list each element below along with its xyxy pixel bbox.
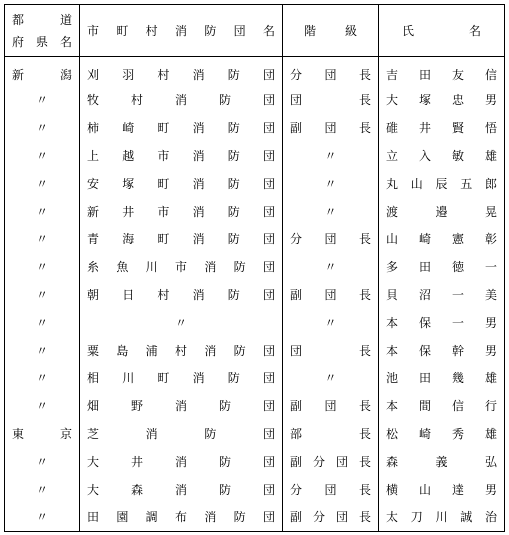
person-name-cell [379, 169, 505, 197]
prefecture-cell: 〃 [5, 197, 80, 225]
rank-cell-text: 分 団 長 [290, 232, 371, 247]
person-name-cell [379, 197, 505, 225]
rank-cell [283, 503, 379, 531]
rank-cell [283, 57, 379, 87]
fire-brigade-cell-text: 芝 消 防 団 [87, 426, 275, 441]
fire-brigade-cell-text: 糸 魚 川 市 消 防 団 [87, 260, 275, 275]
header-prefecture-line1: 都 道 [12, 12, 72, 27]
person-name-cell-text: 碓 井 賢 悟 [386, 121, 497, 136]
fire-brigade-cell [80, 392, 283, 420]
prefecture-cell: 〃 [5, 281, 80, 309]
person-name-cell-text: 森 義 弘 [386, 454, 497, 469]
fire-brigade-cell-text: 大 井 消 防 団 [87, 454, 275, 469]
table-row [5, 503, 505, 531]
fire-brigade-cell-text: 安 塚 町 消 防 団 [87, 176, 275, 191]
person-name-cell [379, 336, 505, 364]
prefecture-cell: 〃 [5, 308, 80, 336]
fire-brigade-cell [80, 475, 283, 503]
prefecture-cell [5, 57, 80, 87]
rank-cell: 〃 [283, 197, 379, 225]
fire-brigade-cell-text: 上 越 市 消 防 団 [87, 148, 275, 163]
fire-brigade-cell [80, 336, 283, 364]
table-row [5, 169, 505, 197]
table-row [5, 225, 505, 253]
rank-cell [283, 392, 379, 420]
rank-cell-text: 副 分 団 長 [290, 454, 371, 469]
table-row [5, 392, 505, 420]
table-row [5, 475, 505, 503]
fire-brigade-cell-text: 牧 村 消 防 団 [87, 93, 275, 108]
table-row [5, 114, 505, 142]
header-prefecture-line2: 府 県 名 [12, 34, 72, 49]
fire-brigade-cell [80, 142, 283, 170]
table-body [5, 57, 505, 532]
person-name-cell-text: 本 間 信 行 [386, 399, 497, 414]
table-row [5, 57, 505, 87]
rank-cell: 〃 [283, 142, 379, 170]
fire-brigade-cell [80, 57, 283, 87]
rank-cell-text: 分 団 長 [290, 67, 371, 82]
prefecture-cell-text: 東 京 [12, 426, 72, 441]
prefecture-cell-text: 新 潟 [12, 67, 72, 82]
prefecture-cell [5, 420, 80, 448]
fire-brigade-cell-text: 田 園 調 布 消 防 団 [87, 510, 275, 525]
fire-brigade-cell-text: 大 森 消 防 団 [87, 482, 275, 497]
person-name-cell-text: 太 刀 川 誠 治 [386, 510, 497, 525]
header-row [5, 5, 505, 57]
header-rank [283, 5, 379, 57]
prefecture-cell: 〃 [5, 253, 80, 281]
fire-brigade-cell: 〃 [80, 308, 283, 336]
person-name-cell [379, 503, 505, 531]
person-name-cell [379, 364, 505, 392]
person-name-cell-text: 多 田 徳 一 [386, 260, 497, 275]
fire-brigade-cell-text: 新 井 市 消 防 団 [87, 204, 275, 219]
fire-brigade-cell [80, 253, 283, 281]
rank-cell: 〃 [283, 308, 379, 336]
rank-cell [283, 336, 379, 364]
fire-brigade-cell [80, 364, 283, 392]
prefecture-cell: 〃 [5, 475, 80, 503]
person-name-cell [379, 475, 505, 503]
rank-cell [283, 225, 379, 253]
person-name-cell-text: 大 塚 忠 男 [386, 93, 497, 108]
fire-brigade-cell [80, 86, 283, 114]
person-name-cell-text: 貝 沼 一 美 [386, 287, 497, 302]
rank-cell: 〃 [283, 364, 379, 392]
person-name-cell [379, 142, 505, 170]
rank-cell-text: 団 長 [290, 343, 371, 358]
rank-cell: 〃 [283, 169, 379, 197]
table-row [5, 364, 505, 392]
prefecture-cell: 〃 [5, 392, 80, 420]
prefecture-cell: 〃 [5, 336, 80, 364]
prefecture-cell: 〃 [5, 364, 80, 392]
table-row [5, 142, 505, 170]
prefecture-cell: 〃 [5, 86, 80, 114]
person-name-cell [379, 392, 505, 420]
person-name-cell [379, 281, 505, 309]
person-name-cell-text: 池 田 幾 雄 [386, 371, 497, 386]
rank-cell: 〃 [283, 253, 379, 281]
rank-cell-text: 副 分 団 長 [290, 510, 371, 525]
fire-brigade-cell [80, 503, 283, 531]
table-row [5, 253, 505, 281]
table-row [5, 308, 505, 336]
rank-cell-text: 部 長 [290, 426, 371, 441]
header-unit-label: 市 町 村 消 防 団 名 [87, 24, 275, 38]
prefecture-cell: 〃 [5, 169, 80, 197]
rank-cell-text: 団 長 [290, 93, 371, 108]
fire-brigade-cell-text: 粟 島 浦 村 消 防 団 [87, 343, 275, 358]
header-rank-label: 階 級 [304, 24, 357, 38]
rank-cell-text: 副 団 長 [290, 287, 371, 302]
person-name-cell [379, 225, 505, 253]
person-name-cell-text: 立 入 敏 雄 [386, 148, 497, 163]
fire-brigade-cell-text: 畑 野 消 防 団 [87, 399, 275, 414]
person-name-cell [379, 114, 505, 142]
prefecture-cell: 〃 [5, 142, 80, 170]
person-name-cell-text: 横 山 達 男 [386, 482, 497, 497]
header-name [379, 5, 505, 57]
person-name-cell [379, 57, 505, 87]
rank-cell [283, 447, 379, 475]
header-name-label: 氏 名 [402, 24, 481, 38]
fire-brigade-cell [80, 447, 283, 475]
rank-cell-text: 分 団 長 [290, 482, 371, 497]
person-name-cell-text: 吉 田 友 信 [386, 67, 497, 82]
rank-cell [283, 420, 379, 448]
fire-brigade-cell [80, 420, 283, 448]
fire-brigade-cell [80, 169, 283, 197]
rank-cell [283, 475, 379, 503]
fire-brigade-cell-text: 柿 崎 町 消 防 団 [87, 121, 275, 136]
fire-brigade-cell-text: 刈 羽 村 消 防 団 [87, 67, 275, 82]
rank-cell [283, 114, 379, 142]
person-name-cell-text: 渡 邉 晃 [386, 204, 497, 219]
rank-cell-text: 副 団 長 [290, 121, 371, 136]
person-name-cell-text: 丸 山 辰 五 郎 [386, 176, 497, 191]
prefecture-cell: 〃 [5, 114, 80, 142]
fire-brigade-cell-text: 相 川 町 消 防 団 [87, 371, 275, 386]
person-name-cell-text: 松 崎 秀 雄 [386, 426, 497, 441]
person-name-cell-text: 山 崎 憲 彰 [386, 232, 497, 247]
table-row [5, 86, 505, 114]
rank-cell-text: 副 団 長 [290, 399, 371, 414]
prefecture-cell: 〃 [5, 225, 80, 253]
fire-brigade-cell [80, 197, 283, 225]
table-row [5, 197, 505, 225]
header-unit [80, 5, 283, 57]
fire-brigade-cell [80, 114, 283, 142]
prefecture-cell: 〃 [5, 447, 80, 475]
fire-brigade-cell [80, 225, 283, 253]
person-name-cell [379, 447, 505, 475]
person-name-cell-text: 本 保 幹 男 [386, 343, 497, 358]
person-name-cell [379, 420, 505, 448]
fire-brigade-cell-text: 青 海 町 消 防 団 [87, 232, 275, 247]
person-name-cell-text: 本 保 一 男 [386, 315, 497, 330]
prefecture-cell: 〃 [5, 503, 80, 531]
table-row [5, 336, 505, 364]
fire-brigade-cell-text: 朝 日 村 消 防 団 [87, 287, 275, 302]
fire-brigade-cell [80, 281, 283, 309]
table-row [5, 281, 505, 309]
award-table [4, 4, 505, 532]
person-name-cell [379, 308, 505, 336]
table-row [5, 447, 505, 475]
rank-cell [283, 281, 379, 309]
header-prefecture [5, 5, 80, 57]
table-row [5, 420, 505, 448]
person-name-cell [379, 253, 505, 281]
person-name-cell [379, 86, 505, 114]
rank-cell [283, 86, 379, 114]
